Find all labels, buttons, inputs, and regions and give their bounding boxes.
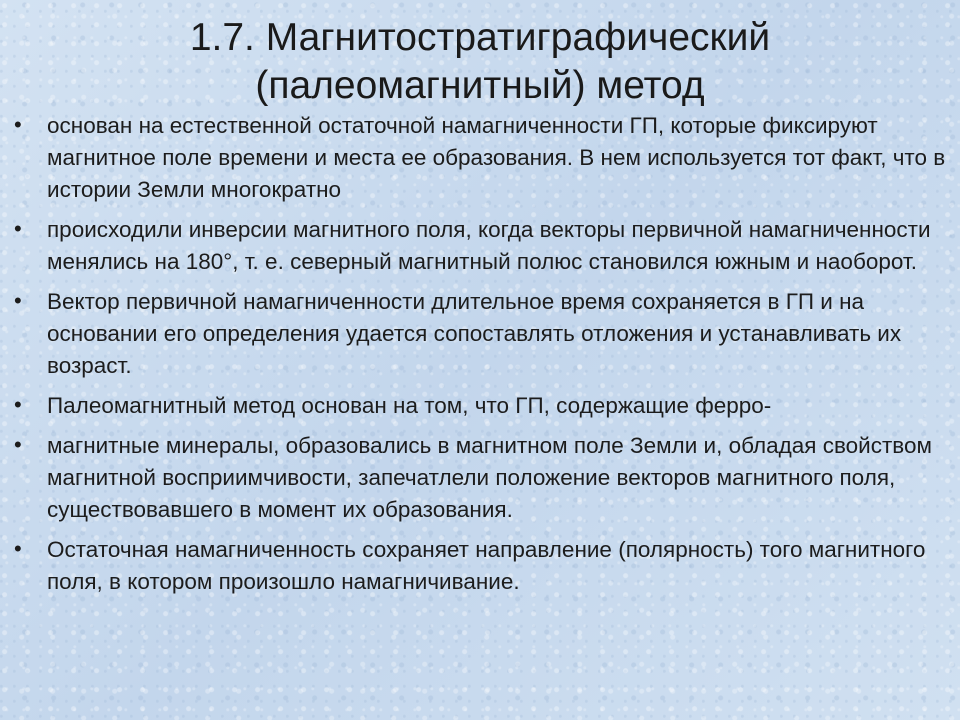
bullet-item-4 (14, 390, 949, 422)
bullet-text-6: Остаточная намагниченность сохраняет направление (полярность) того магнитного поля, в котором произошло намагничивание. (47, 537, 926, 594)
slide-title-line-2: (палеомагнитный) метод (255, 64, 705, 107)
bullet-icon: • (14, 432, 22, 457)
bullet-text-3: Вектор первичной намагниченности длительное время сохраняется в ГП и на основании его определения удается сопоставлять отложения и устанавливать их возраст. (47, 289, 902, 378)
bullet-icon: • (14, 216, 22, 241)
bullet-icon: • (14, 288, 22, 313)
slide-title (0, 14, 960, 110)
bullet-icon: • (14, 536, 22, 561)
bullet-text-2: происходили инверсии магнитного поля, когда векторы первичной намагниченности менялись на 180°, т. е. северный магнитный полюс становился южным и наоборот. (47, 217, 931, 274)
bullet-list (14, 110, 949, 606)
bullet-text-4: Палеомагнитный метод основан на том, что ГП, содержащие ферро- (47, 393, 772, 418)
bullet-text-1: основан на естественной остаточной намагниченности ГП, которые фиксируют магнитное поле времени и места ее образования. В нем используется тот факт, что в истории Земли многократно (47, 113, 946, 202)
bullet-item-5 (14, 430, 949, 526)
bullet-icon: • (14, 392, 22, 417)
bullet-item-2 (14, 214, 949, 278)
bullet-text-5: магнитные минералы, образовались в магнитном поле Земли и, обладая свойством магнитной восприимчивости, запечатлели положение векторов магнитного поля, существовавшего в момент их образования. (47, 433, 932, 522)
bullet-item-6 (14, 534, 949, 598)
bullet-item-1 (14, 110, 949, 206)
bullet-icon: • (14, 112, 22, 137)
bullet-item-3 (14, 286, 949, 382)
slide-title-line-1: 1.7. Магнитостратиграфический (189, 16, 771, 59)
